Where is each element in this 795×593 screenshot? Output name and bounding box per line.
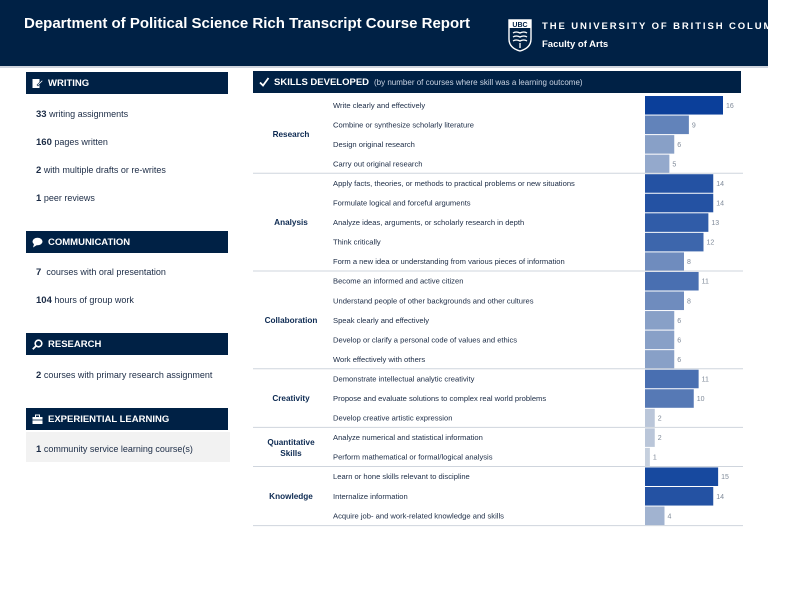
skill-label: Perform mathematical or formal/logical analysis	[333, 452, 493, 462]
skill-label: Formulate logical and forceful arguments	[333, 198, 471, 208]
skill-label: Combine or synthesize scholarly literature	[333, 120, 474, 130]
skill-label: Learn or hone skills relevant to discipline	[333, 472, 470, 482]
ubc-crest-icon	[508, 19, 532, 52]
communication-heading	[26, 231, 228, 253]
stat-label: peer reviews	[43, 193, 95, 203]
value-label: 9	[691, 122, 696, 130]
skill-label: Develop or clarify a personal code of values and ethics	[333, 335, 518, 345]
value-label: 6	[677, 317, 682, 325]
value-label: 2	[657, 415, 662, 423]
experiential-heading-label: EXPERIENTIAL LEARNING	[48, 413, 170, 425]
skill-label: Internalize information	[333, 491, 408, 501]
value-label: 8	[687, 259, 691, 267]
skill-label: Apply facts, theories, or methods to practical problems or new situations	[333, 178, 575, 188]
skills-bar-chart	[253, 95, 743, 527]
service-learning-stat	[36, 444, 193, 455]
writing-heading-label: WRITING	[48, 77, 90, 89]
skill-label: Work effectively with others	[333, 354, 426, 364]
bar	[645, 350, 674, 369]
stat-value: 2	[36, 370, 42, 381]
skill-label: Design original research	[333, 139, 415, 149]
pencil-icon	[32, 78, 43, 89]
stat-label: community service learning course(s)	[43, 444, 193, 454]
value-label: 12	[706, 239, 715, 247]
value-label: 2	[657, 435, 662, 443]
value-label: 4	[667, 513, 672, 521]
skill-label: Write clearly and effectively	[333, 100, 426, 110]
value-label: 6	[677, 141, 682, 149]
bar	[645, 507, 665, 526]
skill-label: Become an informed and active citizen	[333, 276, 464, 286]
search-icon	[32, 339, 43, 350]
peer-reviews-stat	[36, 193, 95, 204]
speech-bubble-icon	[32, 237, 43, 248]
stat-value: 2	[36, 165, 42, 176]
bar	[645, 331, 674, 350]
group-work-stat	[36, 295, 134, 306]
skill-label: Understand people of other backgrounds and other cultures	[333, 296, 534, 306]
skill-label: Speak clearly and effectively	[333, 315, 430, 325]
skill-label: Develop creative artistic expression	[333, 413, 453, 423]
stat-value: 104	[36, 295, 52, 306]
group-label: Research	[272, 130, 310, 140]
research-heading-label: RESEARCH	[48, 338, 102, 350]
bar	[645, 96, 723, 115]
stat-value: 160	[36, 137, 52, 148]
bar	[645, 292, 684, 311]
bar	[645, 487, 713, 506]
skills-heading	[253, 71, 741, 93]
briefcase-icon	[32, 414, 43, 425]
bar	[645, 135, 674, 154]
bar	[645, 409, 655, 428]
value-label: 14	[716, 180, 725, 188]
group-label: Analysis	[274, 218, 308, 228]
stat-label: writing assignments	[49, 109, 129, 119]
bar	[645, 428, 655, 447]
skill-label: Analyze ideas, arguments, or scholarly research in depth	[333, 218, 525, 228]
skill-label: Acquire job- and work-related knowledge and skills	[333, 511, 504, 521]
multiple-drafts-stat	[36, 165, 166, 176]
skill-label: Analyze numerical and statistical information	[333, 433, 483, 443]
bar	[645, 213, 708, 232]
bar	[645, 467, 718, 486]
stat-value: 1	[36, 193, 42, 204]
group-label: Creativity	[272, 394, 310, 404]
university-name: THE UNIVERSITY OF BRITISH COLUMBIA	[542, 21, 795, 32]
bar	[645, 311, 674, 330]
communication-heading-label: COMMUNICATION	[48, 236, 131, 248]
value-label: 6	[677, 356, 682, 364]
bar	[645, 116, 689, 135]
writing-heading	[26, 72, 228, 94]
skill-label: Demonstrate intellectual analytic creativity	[333, 374, 475, 384]
value-label: 6	[677, 337, 682, 345]
stat-label: courses with primary research assignment	[43, 370, 213, 380]
group-label: Collaboration	[264, 315, 318, 325]
bar	[645, 233, 704, 252]
checkmark-icon	[259, 77, 269, 87]
skill-label: Think critically	[333, 237, 381, 247]
value-label: 1	[652, 454, 657, 462]
stat-label: courses with oral presentation	[46, 267, 166, 277]
value-label: 15	[721, 474, 729, 482]
oral-presentation-stat	[36, 267, 166, 278]
report-header	[0, 0, 795, 68]
ubc-logo-text: UBC	[512, 22, 528, 29]
stat-label: with multiple drafts or re-writes	[43, 165, 166, 175]
bar	[645, 155, 669, 174]
stat-label: pages written	[54, 137, 108, 147]
pages-written-stat	[36, 137, 108, 148]
skills-heading-label: SKILLS DEVELOPED	[274, 76, 370, 88]
experiential-heading	[26, 408, 228, 430]
page-title: Department of Political Science Rich Transcript Course Report	[24, 15, 470, 32]
value-label: 8	[687, 298, 691, 306]
stat-label: hours of group work	[54, 295, 134, 305]
group-label: Quantitative Skills	[267, 437, 315, 458]
bar	[645, 448, 650, 467]
research-heading	[26, 333, 228, 355]
skills-subheading: (by number of courses where skill was a learning outcome)	[374, 77, 583, 87]
value-label: 14	[716, 493, 725, 501]
value-label: 11	[701, 376, 709, 384]
skill-label: Carry out original research	[333, 159, 423, 169]
value-label: 5	[672, 161, 677, 169]
bar	[645, 194, 713, 213]
bar	[645, 272, 699, 291]
stat-value: 33	[36, 109, 47, 120]
skill-label: Propose and evaluate solutions to complex real world problems	[333, 394, 547, 404]
writing-assignments-stat	[36, 109, 128, 120]
value-label: 16	[726, 102, 734, 110]
faculty-name: Faculty of Arts	[542, 39, 609, 50]
primary-research-stat	[36, 370, 212, 381]
value-label: 10	[696, 396, 705, 404]
stat-value: 7	[36, 267, 42, 278]
value-label: 11	[701, 278, 709, 286]
bar	[645, 370, 699, 389]
bar	[645, 252, 684, 271]
skill-label: Form a new idea or understanding from various pieces of information	[333, 257, 565, 267]
bar	[645, 389, 694, 408]
value-label: 14	[716, 200, 725, 208]
stat-value: 1	[36, 444, 42, 455]
group-label: Knowledge	[269, 491, 313, 501]
bar	[645, 174, 713, 193]
value-label: 13	[711, 220, 720, 228]
